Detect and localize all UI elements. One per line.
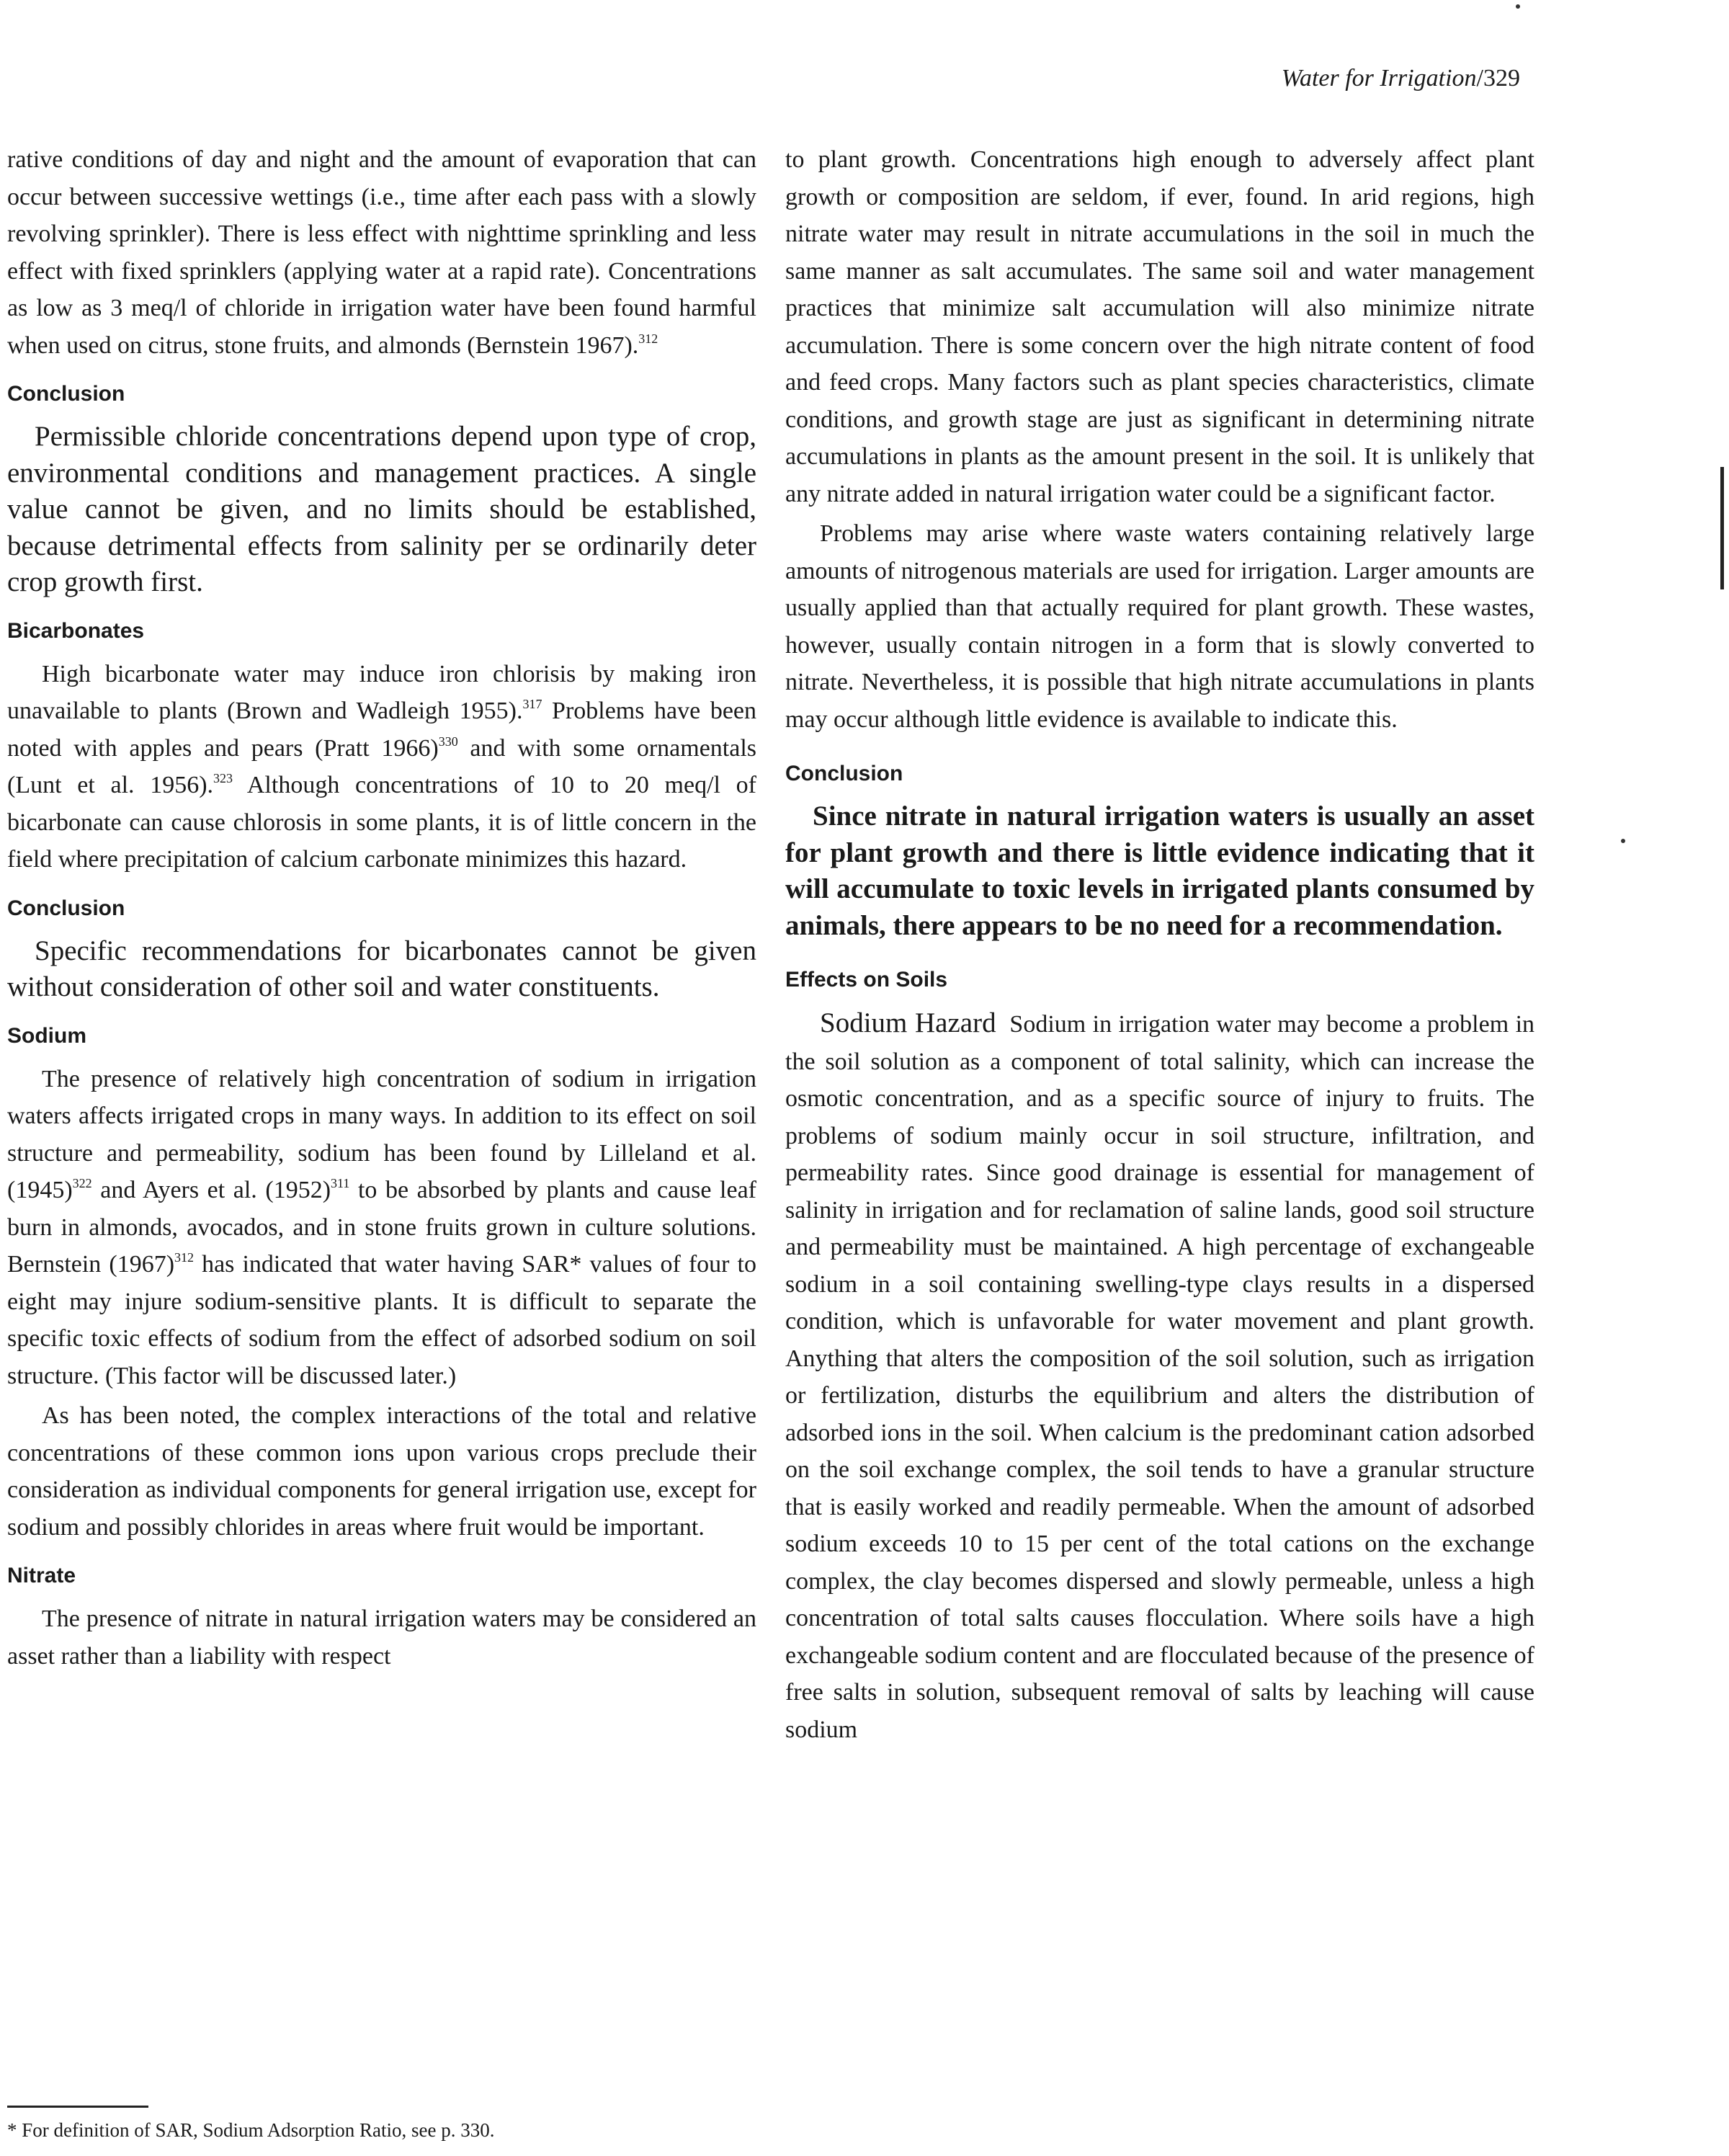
footnote: * For definition of SAR, Sodium Adsorption Ratio, see p. 330. xyxy=(7,2119,495,2141)
text-segment xyxy=(996,1011,1010,1038)
conclusion-nitrate-text: Since nitrate in natural irrigation waters is usually an asset for plant growth and there is little evidence indicating that it will accumulate to toxic levels in irrigated plants consumed by animals, there appears to be no need for a recommendation. xyxy=(785,801,1534,941)
conclusion-chloride-text: Permissible chloride concentrations depend upon type of crop, environmental conditions and management practices. A single value cannot be given, and no limits should be established, because detrimental effects from salinity per se ordinarily deter crop growth first. xyxy=(7,421,756,597)
footnote-ref: 322 xyxy=(72,1176,92,1190)
sodium-paragraph-1 xyxy=(7,1061,756,1395)
left-column xyxy=(7,141,756,1678)
text-segment: The presence of relatively high concentration of sodium in irrigation waters affects irrigated crops in many ways. In addition to its effect on soil structure and permeability, sodium has been found by Lilleland et al. (1945) xyxy=(7,1065,756,1203)
sodium-hazard-lead-in: Sodium Hazard xyxy=(820,1007,996,1038)
page-number: 329 xyxy=(1483,65,1520,92)
scan-speck xyxy=(1516,4,1520,9)
sodium-paragraph-2: As has been noted, the complex interactions of the total and relative concentrations of these common ions upon various crops preclude their consideration as individual components for general irrigation use, except for sodium and possibly chlorides in areas where fruit would be important. xyxy=(7,1402,756,1541)
conclusion-bicarbonates-text: Specific recommendations for bicarbonates cannot be given without consideration of other soil and water constituents. xyxy=(7,935,756,1002)
section-heading-conclusion-bicarbonates: Conclusion xyxy=(7,896,125,920)
section-heading-conclusion-chloride: Conclusion xyxy=(7,382,125,406)
text-segment: and with some ornamentals (Lunt et al. 1956). xyxy=(7,734,756,798)
footnote-ref: 312 xyxy=(174,1250,195,1265)
footnote-ref: 330 xyxy=(438,734,458,749)
footnote-ref: 323 xyxy=(213,771,233,785)
section-heading-conclusion-nitrate: Conclusion xyxy=(785,762,903,785)
sodium-hazard-text: Sodium in irrigation water may become a problem in the soil solution as a component of total salinity, which can increase the osmotic concentration, and as a specific source of injury to fruits. The problems of sodium mainly occur in soil structure, infiltration, and permeability rates. Since good drainage is essential for management of salinity in irrigation and for reclamation of saline lands, good soil structure and permeability must be maintained. A high percentage of exchangeable sodium in a soil containing swelling-type clays results in a dispersed condition, which is unfavorable for water movement and plant growth. Anything that alters the composition of the soil solution, such as irrigation or fertilization, disturbs the equilibrium and alters the distribution of adsorbed ions in the soil. When calcium is the predominant cation adsorbed on the soil exchange complex, the soil tends to have a granular structure that is easily worked and readily permeable. When the amount of adsorbed sodium exceeds 10 to 15 per cent of the total cations on the exchange complex, the clay becomes dispersed and slowly permeable, unless a high concentration of total salts causes flocculation. Where soils have a high exchangeable sodium content and are flocculated because of the presence of free salts in solution, subsequent removal of salts by leaching will cause sodium xyxy=(785,1011,1535,1743)
chloride-paragraph-text: rative conditions of day and night and the amount of evaporation that can occur between successive wettings (i.e., time after each pass with a slowly revolving sprinkler). There is less effect with nighttime sprinkling and less effect with fixed sprinklers (applying water at a rapid rate). Concentrations as low as 3 meq/l of chloride in irrigation water have been found harmful when used on citrus, stone fruits, and almonds (Bernstein 1967). xyxy=(7,146,756,359)
chloride-paragraph-continued xyxy=(7,141,756,364)
right-column xyxy=(785,141,1534,1751)
text-segment: has indicated that water having SAR* values of four to eight may injure sodium-sensitive plants. It is difficult to separate the specific toxic effects of sodium from the effect of adsorbed sodium on soil structure. (This factor will be discussed later.) xyxy=(7,1251,756,1389)
text-segment: Although concentrations of 10 to 20 meq/l of bicarbonate can cause chlorosis in some plants, it is of little concern in the field where precipitation of calcium carbonate minimizes this hazard. xyxy=(7,772,756,873)
text-segment: to be absorbed by plants and cause leaf burn in almonds, avocados, and in stone fruits grown in culture solutions. Bernstein (1967) xyxy=(7,1177,756,1278)
text-segment: Problems have been noted with apples and pears (Pratt 1966) xyxy=(7,698,756,762)
section-heading-nitrate: Nitrate xyxy=(7,1564,76,1587)
running-head xyxy=(1282,65,1520,92)
scan-speck xyxy=(1621,839,1625,843)
section-heading-sodium: Sodium xyxy=(7,1023,86,1048)
text-segment: High bicarbonate water may induce iron chlorisis by making iron unavailable to plants (Brown and Wadleigh 1955). xyxy=(7,660,756,724)
footnote-ref: 317 xyxy=(522,697,542,711)
scan-margin-mark xyxy=(1720,467,1724,589)
nitrate-paragraph-2: Problems may arise where waste waters containing relatively large amounts of nitrogenous materials are used for irrigation. Larger amounts are usually applied than that actually required for plant growth. These wastes, however, usually contain nitrogen in a form that is slowly converted to nitrate. Nevertheless, it is possible that high nitrate accumulations in plants may occur although little evidence is available to indicate this. xyxy=(785,520,1534,733)
bicarbonates-paragraph xyxy=(7,656,756,878)
running-head-title: Water for Irrigation xyxy=(1281,65,1477,92)
footnote-rule xyxy=(7,2106,148,2108)
text-segment: and Ayers et al. (1952) xyxy=(91,1177,331,1203)
sodium-hazard-paragraph xyxy=(785,1004,1534,1748)
footnote-ref: 311 xyxy=(331,1176,350,1190)
nitrate-paragraph-1: The presence of nitrate in natural irrigation waters may be considered an asset rather than a liability with respect xyxy=(7,1605,756,1670)
nitrate-paragraph-1-continued: to plant growth. Concentrations high enough to adversely affect plant growth or composition are seldom, if ever, found. In arid regions, high nitrate water may result in nitrate accumulations in the soil in much the same manner as salt accumulates. The same soil and water management practices that minimize salt accumulation will also minimize nitrate accumulation. There is some concern over the high nitrate content of food and feed crops. Many factors such as plant species characteristics, climate conditions, and growth stage are just as significant in determining nitrate accumulations in plants as the amount present in the soil. It is unlikely that any nitrate added in natural irrigation water could be a significant factor. xyxy=(785,146,1534,507)
section-heading-effects-on-soils: Effects on Soils xyxy=(785,968,948,992)
section-heading-bicarbonates: Bicarbonates xyxy=(7,618,145,643)
running-head-separator: / xyxy=(1476,65,1483,92)
footnote-ref: 312 xyxy=(638,331,658,346)
